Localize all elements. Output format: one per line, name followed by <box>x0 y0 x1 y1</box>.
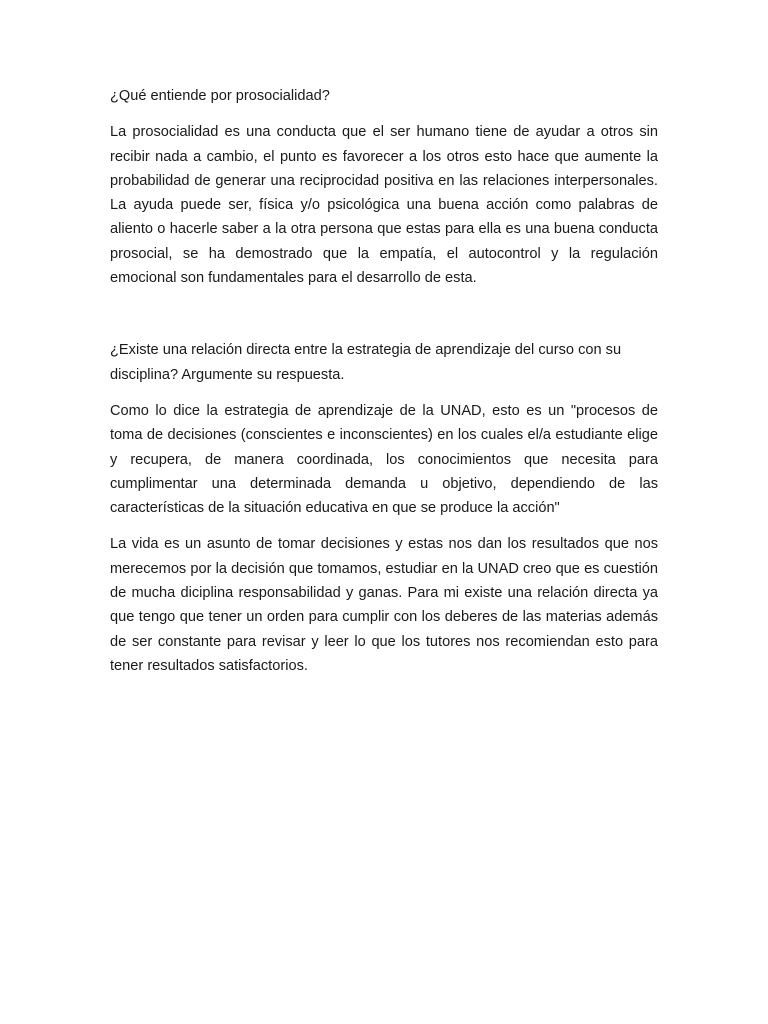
answer-estrategia-paragraph-1: Como lo dice la estrategia de aprendizaje de la UNAD, esto es un "procesos de toma de decisiones (conscientes e inconscientes) en los cuales el/a estudiante elige y recupera, de manera coordinada, los conocimientos que necesita para cumplimentar una determinada demanda u objetivo, dependiendo de las características de la situación educativa en que se produce la acción" <box>110 402 658 517</box>
answer-prosocialidad: La prosocialidad es una conducta que el ser humano tiene de ayudar a otros sin recibir nada a cambio, el punto es favorecer a los otros esto hace que aumente la probabilidad de generar una reciprocidad positiva en las relaciones interpersonales. La ayuda puede ser, física y/o psicológica una buena acción como palabras de aliento o hacerle saber a la otra persona que estas para ella es una buena conducta prosocial, se ha demostrado que la empatía, el autocontrol y la regulación emocional son fundamentales para el desarrollo de esta. <box>110 124 658 287</box>
answer-estrategia-paragraph-2: La vida es un asunto de tomar decisiones y estas nos dan los resultados que nos merecemos por la decisión que tomamos, estudiar en la UNAD creo que es cuestión de mucha diciplina responsabilidad y ganas. Para mi existe una relación directa ya que tengo que tener un orden para cumplir con los deberes de las materias además de ser constante para revisar y leer lo que los tutores nos recomiendan esto para tener resultados satisfactorios. <box>110 536 658 674</box>
question-estrategia: ¿Existe una relación directa entre la estrategia de aprendizaje del curso con su disciplina? Argumente su respuesta. <box>110 342 622 383</box>
section-spacer <box>110 302 658 338</box>
question-prosocialidad: ¿Qué entiende por prosocialidad? <box>110 88 330 104</box>
